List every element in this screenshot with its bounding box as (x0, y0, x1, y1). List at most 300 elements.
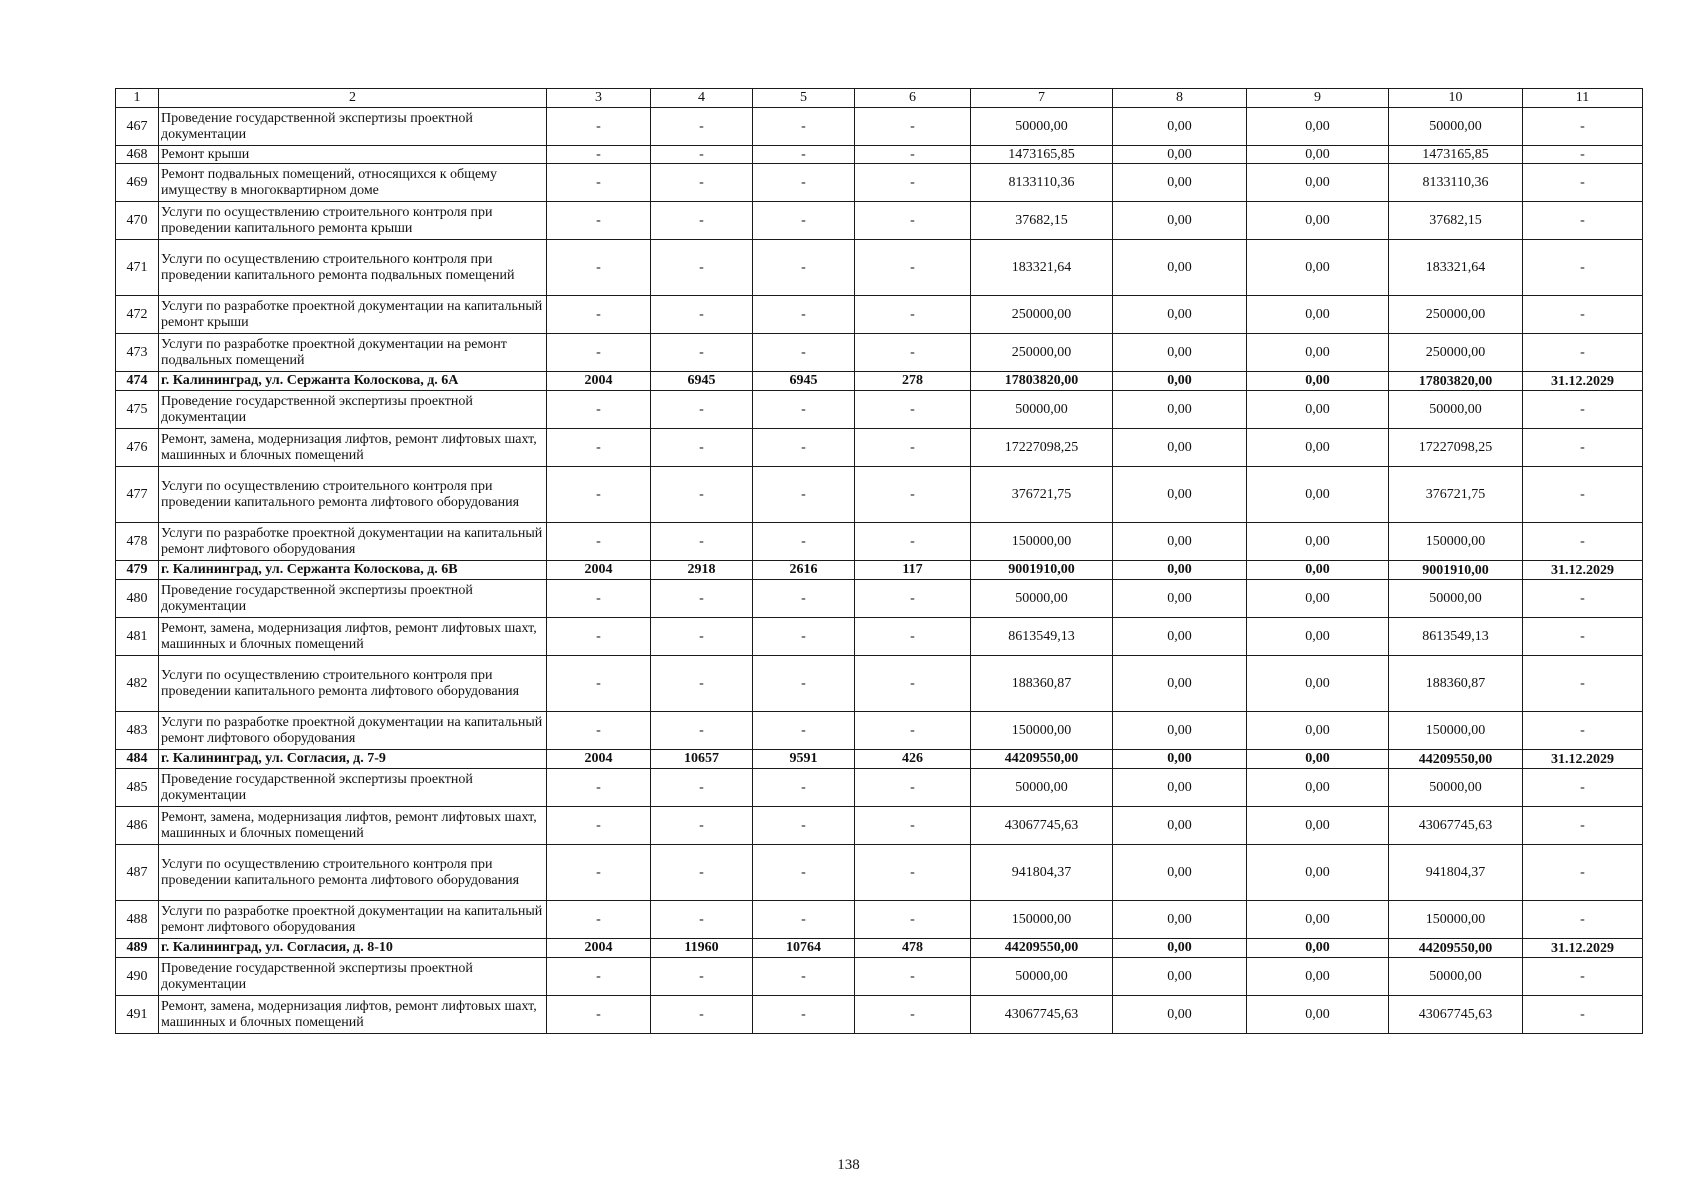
value-cell: - (753, 108, 855, 146)
table-row (116, 807, 1643, 845)
value-cell: - (547, 901, 651, 939)
table-row (116, 656, 1643, 712)
value-cell: 150000,00 (1389, 901, 1523, 939)
value-cell: - (855, 429, 971, 467)
value-cell: 17803820,00 (971, 372, 1113, 391)
value-cell: 376721,75 (971, 467, 1113, 523)
table-row (116, 108, 1643, 146)
value-cell: 0,00 (1247, 996, 1389, 1034)
row-number-cell: 478 (116, 523, 159, 561)
value-cell: 0,00 (1247, 164, 1389, 202)
value-cell: - (547, 240, 651, 296)
value-cell: - (1523, 618, 1643, 656)
value-cell: 50000,00 (1389, 958, 1523, 996)
value-cell: - (753, 467, 855, 523)
value-cell: - (547, 202, 651, 240)
value-cell: 0,00 (1113, 958, 1247, 996)
description-cell: г. Калининград, ул. Согласия, д. 7-9 (159, 750, 547, 769)
value-cell: 0,00 (1113, 807, 1247, 845)
value-cell: - (651, 391, 753, 429)
value-cell: - (1523, 429, 1643, 467)
value-cell: 150000,00 (971, 901, 1113, 939)
table-row (116, 618, 1643, 656)
value-cell: 0,00 (1247, 240, 1389, 296)
value-cell: - (855, 523, 971, 561)
value-cell: 0,00 (1247, 580, 1389, 618)
value-cell: - (651, 580, 753, 618)
value-cell: - (753, 334, 855, 372)
value-cell: - (1523, 845, 1643, 901)
value-cell: - (855, 334, 971, 372)
table-row (116, 146, 1643, 164)
row-number-cell: 482 (116, 656, 159, 712)
value-cell: 43067745,63 (971, 996, 1113, 1034)
row-number-cell: 470 (116, 202, 159, 240)
header-cell: 11 (1523, 89, 1643, 108)
value-cell: - (651, 807, 753, 845)
value-cell: 0,00 (1247, 523, 1389, 561)
value-cell: - (753, 901, 855, 939)
value-cell: - (753, 656, 855, 712)
value-cell: - (1523, 334, 1643, 372)
description-cell: Услуги по осуществлению строительного контроля при проведении капитального ремонта подвальных помещений (159, 240, 547, 296)
value-cell: 0,00 (1113, 996, 1247, 1034)
value-cell: - (753, 523, 855, 561)
value-cell: 0,00 (1247, 334, 1389, 372)
row-number-cell: 487 (116, 845, 159, 901)
value-cell: 150000,00 (971, 523, 1113, 561)
value-cell: - (855, 901, 971, 939)
value-cell: 0,00 (1113, 146, 1247, 164)
value-cell: - (855, 618, 971, 656)
value-cell: 188360,87 (971, 656, 1113, 712)
value-cell: - (651, 108, 753, 146)
table-row (116, 391, 1643, 429)
description-cell: г. Калининград, ул. Согласия, д. 8-10 (159, 939, 547, 958)
value-cell: 43067745,63 (1389, 807, 1523, 845)
value-cell: - (651, 202, 753, 240)
description-cell: г. Калининград, ул. Сержанта Колоскова, д. 6В (159, 561, 547, 580)
value-cell: - (855, 580, 971, 618)
value-cell: 250000,00 (971, 296, 1113, 334)
row-number-cell: 479 (116, 561, 159, 580)
value-cell: - (753, 146, 855, 164)
value-cell: 0,00 (1247, 807, 1389, 845)
value-cell: 9001910,00 (1389, 561, 1523, 580)
table-row (116, 996, 1643, 1034)
value-cell: - (651, 996, 753, 1034)
address-row (116, 939, 1643, 958)
value-cell: - (753, 845, 855, 901)
value-cell: 0,00 (1247, 429, 1389, 467)
value-cell: 0,00 (1247, 561, 1389, 580)
value-cell: - (547, 467, 651, 523)
value-cell: 50000,00 (971, 580, 1113, 618)
value-cell: 183321,64 (1389, 240, 1523, 296)
value-cell: - (547, 164, 651, 202)
value-cell: - (855, 202, 971, 240)
value-cell: - (855, 769, 971, 807)
row-number-cell: 468 (116, 146, 159, 164)
header-cell: 9 (1247, 89, 1389, 108)
description-cell: Услуги по осуществлению строительного контроля при проведении капитального ремонта лифтового оборудования (159, 467, 547, 523)
value-cell: 17227098,25 (971, 429, 1113, 467)
value-cell: 0,00 (1113, 523, 1247, 561)
value-cell: 250000,00 (1389, 334, 1523, 372)
value-cell: - (547, 146, 651, 164)
value-cell: 0,00 (1247, 712, 1389, 750)
value-cell: - (753, 958, 855, 996)
value-cell: 9591 (753, 750, 855, 769)
value-cell: - (651, 164, 753, 202)
value-cell: 0,00 (1247, 769, 1389, 807)
value-cell: 0,00 (1247, 146, 1389, 164)
value-cell: 150000,00 (1389, 712, 1523, 750)
description-cell: Услуги по разработке проектной документации на капитальный ремонт лифтового оборудования (159, 901, 547, 939)
value-cell: - (651, 296, 753, 334)
value-cell: - (547, 958, 651, 996)
description-cell: Услуги по разработке проектной документации на ремонт подвальных помещений (159, 334, 547, 372)
value-cell: - (547, 108, 651, 146)
value-cell: - (855, 296, 971, 334)
value-cell: 44209550,00 (1389, 939, 1523, 958)
value-cell: 2918 (651, 561, 753, 580)
value-cell: - (753, 240, 855, 296)
value-cell: - (753, 618, 855, 656)
value-cell: - (855, 467, 971, 523)
value-cell: - (547, 334, 651, 372)
value-cell: 17803820,00 (1389, 372, 1523, 391)
value-cell: - (1523, 296, 1643, 334)
value-cell: - (855, 656, 971, 712)
table-row (116, 296, 1643, 334)
value-cell: - (753, 580, 855, 618)
description-cell: Проведение государственной экспертизы проектной документации (159, 391, 547, 429)
value-cell: 478 (855, 939, 971, 958)
value-cell: 10657 (651, 750, 753, 769)
value-cell: 31.12.2029 (1523, 750, 1643, 769)
row-number-cell: 485 (116, 769, 159, 807)
description-cell: Услуги по осуществлению строительного контроля при проведении капитального ремонта лифтового оборудования (159, 656, 547, 712)
description-cell: Услуги по разработке проектной документации на капитальный ремонт крыши (159, 296, 547, 334)
value-cell: - (1523, 202, 1643, 240)
value-cell: 2004 (547, 561, 651, 580)
value-cell: - (651, 769, 753, 807)
row-number-cell: 476 (116, 429, 159, 467)
value-cell: - (651, 429, 753, 467)
value-cell: 0,00 (1247, 202, 1389, 240)
value-cell: 2004 (547, 372, 651, 391)
value-cell: 37682,15 (971, 202, 1113, 240)
value-cell: - (1523, 580, 1643, 618)
value-cell: - (651, 334, 753, 372)
value-cell: 8133110,36 (971, 164, 1113, 202)
description-cell: Ремонт, замена, модернизация лифтов, ремонт лифтовых шахт, машинных и блочных помещений (159, 618, 547, 656)
header-cell: 6 (855, 89, 971, 108)
header-cell: 1 (116, 89, 159, 108)
header-cell: 7 (971, 89, 1113, 108)
value-cell: 0,00 (1247, 750, 1389, 769)
value-cell: 0,00 (1113, 296, 1247, 334)
value-cell: - (1523, 769, 1643, 807)
row-number-cell: 484 (116, 750, 159, 769)
table-row (116, 901, 1643, 939)
description-cell: Услуги по осуществлению строительного контроля при проведении капитального ремонта крыши (159, 202, 547, 240)
value-cell: 376721,75 (1389, 467, 1523, 523)
table-row (116, 467, 1643, 523)
value-cell: - (651, 656, 753, 712)
row-number-cell: 471 (116, 240, 159, 296)
value-cell: 0,00 (1113, 901, 1247, 939)
value-cell: - (651, 240, 753, 296)
value-cell: - (547, 656, 651, 712)
value-cell: 0,00 (1113, 750, 1247, 769)
header-cell: 5 (753, 89, 855, 108)
table-row (116, 712, 1643, 750)
value-cell: 50000,00 (1389, 391, 1523, 429)
value-cell: 0,00 (1247, 958, 1389, 996)
value-cell: - (753, 429, 855, 467)
value-cell: - (855, 108, 971, 146)
value-cell: 50000,00 (1389, 769, 1523, 807)
value-cell: 0,00 (1247, 108, 1389, 146)
value-cell: - (1523, 996, 1643, 1034)
description-cell: Ремонт крыши (159, 146, 547, 164)
value-cell: - (547, 429, 651, 467)
value-cell: 117 (855, 561, 971, 580)
table-row (116, 769, 1643, 807)
value-cell: - (1523, 240, 1643, 296)
description-cell: Ремонт, замена, модернизация лифтов, ремонт лифтовых шахт, машинных и блочных помещений (159, 807, 547, 845)
value-cell: 0,00 (1113, 391, 1247, 429)
value-cell: - (547, 391, 651, 429)
value-cell: 31.12.2029 (1523, 939, 1643, 958)
value-cell: 0,00 (1113, 561, 1247, 580)
table-row (116, 164, 1643, 202)
value-cell: - (855, 845, 971, 901)
value-cell: - (753, 391, 855, 429)
row-number-cell: 474 (116, 372, 159, 391)
table-row (116, 958, 1643, 996)
header-cell: 2 (159, 89, 547, 108)
value-cell: - (547, 523, 651, 561)
row-number-cell: 488 (116, 901, 159, 939)
value-cell: - (855, 712, 971, 750)
data-table (115, 88, 1643, 1034)
table-row (116, 202, 1643, 240)
header-row (116, 89, 1643, 108)
value-cell: 6945 (651, 372, 753, 391)
description-cell: Проведение государственной экспертизы проектной документации (159, 958, 547, 996)
description-cell: Услуги по разработке проектной документации на капитальный ремонт лифтового оборудования (159, 712, 547, 750)
value-cell: 43067745,63 (1389, 996, 1523, 1034)
value-cell: - (651, 901, 753, 939)
value-cell: - (753, 296, 855, 334)
table-row (116, 523, 1643, 561)
value-cell: - (1523, 108, 1643, 146)
value-cell: - (547, 580, 651, 618)
value-cell: 0,00 (1113, 769, 1247, 807)
value-cell: 0,00 (1113, 108, 1247, 146)
value-cell: 941804,37 (971, 845, 1113, 901)
value-cell: 0,00 (1113, 467, 1247, 523)
value-cell: 50000,00 (971, 391, 1113, 429)
value-cell: - (753, 164, 855, 202)
value-cell: 1473165,85 (1389, 146, 1523, 164)
value-cell: - (855, 146, 971, 164)
row-number-cell: 475 (116, 391, 159, 429)
value-cell: 0,00 (1247, 901, 1389, 939)
value-cell: 0,00 (1113, 429, 1247, 467)
header-cell: 10 (1389, 89, 1523, 108)
value-cell: 50000,00 (971, 769, 1113, 807)
value-cell: 2004 (547, 750, 651, 769)
value-cell: 0,00 (1113, 334, 1247, 372)
value-cell: 8613549,13 (1389, 618, 1523, 656)
value-cell: - (547, 769, 651, 807)
value-cell: 0,00 (1247, 845, 1389, 901)
value-cell: 0,00 (1247, 467, 1389, 523)
value-cell: - (855, 958, 971, 996)
value-cell: - (753, 202, 855, 240)
value-cell: - (651, 146, 753, 164)
value-cell: 0,00 (1113, 939, 1247, 958)
row-number-cell: 490 (116, 958, 159, 996)
description-cell: Ремонт, замена, модернизация лифтов, ремонт лифтовых шахт, машинных и блочных помещений (159, 429, 547, 467)
value-cell: 250000,00 (971, 334, 1113, 372)
description-cell: Услуги по осуществлению строительного контроля при проведении капитального ремонта лифтового оборудования (159, 845, 547, 901)
value-cell: 250000,00 (1389, 296, 1523, 334)
value-cell: 0,00 (1247, 656, 1389, 712)
value-cell: 0,00 (1113, 240, 1247, 296)
value-cell: 941804,37 (1389, 845, 1523, 901)
row-number-cell: 486 (116, 807, 159, 845)
value-cell: 1473165,85 (971, 146, 1113, 164)
table-row (116, 580, 1643, 618)
value-cell: - (547, 807, 651, 845)
value-cell: 0,00 (1113, 656, 1247, 712)
value-cell: 31.12.2029 (1523, 561, 1643, 580)
address-row (116, 372, 1643, 391)
value-cell: - (1523, 901, 1643, 939)
table-row (116, 240, 1643, 296)
value-cell: 9001910,00 (971, 561, 1113, 580)
description-cell: Проведение государственной экспертизы проектной документации (159, 108, 547, 146)
value-cell: 50000,00 (971, 958, 1113, 996)
value-cell: - (547, 712, 651, 750)
description-cell: Проведение государственной экспертизы проектной документации (159, 580, 547, 618)
value-cell: 8133110,36 (1389, 164, 1523, 202)
value-cell: - (855, 996, 971, 1034)
value-cell: 2616 (753, 561, 855, 580)
row-number-cell: 483 (116, 712, 159, 750)
value-cell: 0,00 (1247, 296, 1389, 334)
page-number: 138 (837, 1157, 860, 1173)
value-cell: 278 (855, 372, 971, 391)
value-cell: 0,00 (1247, 618, 1389, 656)
address-row (116, 750, 1643, 769)
description-cell: Ремонт, замена, модернизация лифтов, ремонт лифтовых шахт, машинных и блочных помещений (159, 996, 547, 1034)
value-cell: - (651, 467, 753, 523)
value-cell: 37682,15 (1389, 202, 1523, 240)
value-cell: - (1523, 146, 1643, 164)
row-number-cell: 480 (116, 580, 159, 618)
value-cell: 0,00 (1113, 580, 1247, 618)
value-cell: 11960 (651, 939, 753, 958)
value-cell: 44209550,00 (971, 750, 1113, 769)
description-cell: Услуги по разработке проектной документации на капитальный ремонт лифтового оборудования (159, 523, 547, 561)
header-cell: 3 (547, 89, 651, 108)
value-cell: - (1523, 467, 1643, 523)
value-cell: 2004 (547, 939, 651, 958)
value-cell: - (855, 240, 971, 296)
value-cell: 0,00 (1113, 712, 1247, 750)
value-cell: - (753, 996, 855, 1034)
value-cell: - (855, 391, 971, 429)
value-cell: 0,00 (1113, 845, 1247, 901)
value-cell: 0,00 (1247, 372, 1389, 391)
value-cell: 0,00 (1247, 939, 1389, 958)
row-number-cell: 481 (116, 618, 159, 656)
description-cell: Ремонт подвальных помещений, относящихся к общему имуществу в многоквартирном доме (159, 164, 547, 202)
value-cell: - (547, 996, 651, 1034)
value-cell: - (753, 807, 855, 845)
value-cell: 50000,00 (1389, 108, 1523, 146)
value-cell: - (651, 618, 753, 656)
value-cell: - (651, 523, 753, 561)
row-number-cell: 472 (116, 296, 159, 334)
value-cell: 10764 (753, 939, 855, 958)
value-cell: - (651, 712, 753, 750)
description-cell: г. Калининград, ул. Сержанта Колоскова, д. 6А (159, 372, 547, 391)
value-cell: - (1523, 712, 1643, 750)
value-cell: 43067745,63 (971, 807, 1113, 845)
value-cell: 17227098,25 (1389, 429, 1523, 467)
description-cell: Проведение государственной экспертизы проектной документации (159, 769, 547, 807)
value-cell: 0,00 (1113, 618, 1247, 656)
header-cell: 8 (1113, 89, 1247, 108)
value-cell: - (547, 618, 651, 656)
value-cell: 0,00 (1113, 372, 1247, 391)
table-row (116, 334, 1643, 372)
value-cell: - (547, 296, 651, 334)
value-cell: - (1523, 958, 1643, 996)
value-cell: - (753, 769, 855, 807)
header-cell: 4 (651, 89, 753, 108)
row-number-cell: 473 (116, 334, 159, 372)
row-number-cell: 477 (116, 467, 159, 523)
value-cell: 50000,00 (971, 108, 1113, 146)
value-cell: 188360,87 (1389, 656, 1523, 712)
value-cell: - (1523, 391, 1643, 429)
value-cell: 150000,00 (971, 712, 1113, 750)
row-number-cell: 489 (116, 939, 159, 958)
value-cell: - (1523, 656, 1643, 712)
value-cell: 6945 (753, 372, 855, 391)
table-row (116, 845, 1643, 901)
value-cell: - (855, 164, 971, 202)
value-cell: 150000,00 (1389, 523, 1523, 561)
row-number-cell: 469 (116, 164, 159, 202)
table-body (116, 108, 1643, 1034)
value-cell: - (651, 845, 753, 901)
value-cell: 426 (855, 750, 971, 769)
value-cell: - (547, 845, 651, 901)
value-cell: - (651, 958, 753, 996)
table-row (116, 429, 1643, 467)
value-cell: 31.12.2029 (1523, 372, 1643, 391)
row-number-cell: 491 (116, 996, 159, 1034)
